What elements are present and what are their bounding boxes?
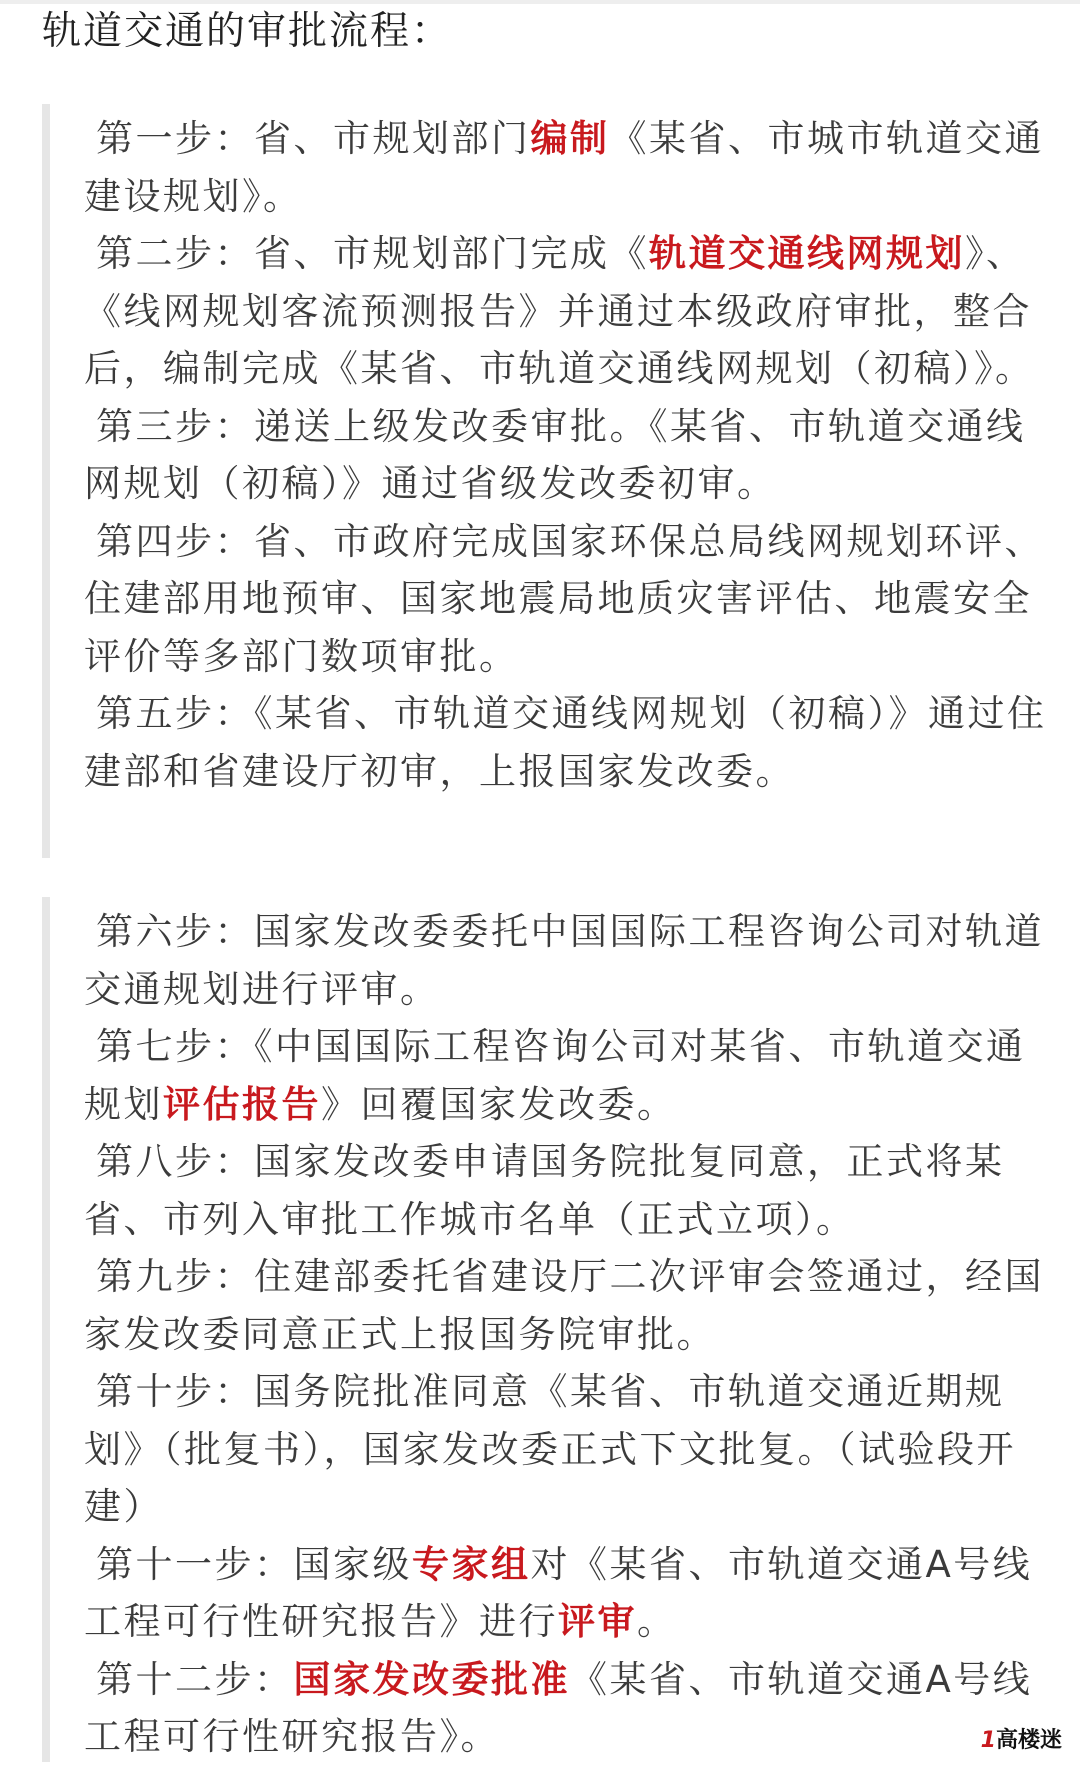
step-paragraph <box>50 1536 1050 1651</box>
step-text: 《某省、市城市轨道交通建设规划》。 <box>84 117 1044 218</box>
page-title: 轨道交通的审批流程： <box>42 9 453 54</box>
step-text: 》、《线网规划客流预测报告》并通过本级政府审批，整合后，编制完成《某省、市轨道交通线网规划（初稿）》。 <box>84 232 1035 390</box>
highlighted-text: 评估报告 <box>163 1082 321 1126</box>
step-paragraph <box>50 513 1050 686</box>
step-text: 》回覆国家发改委。 <box>321 1082 677 1126</box>
step-paragraph <box>50 1651 1050 1766</box>
highlighted-text: 国家发改委批准 <box>293 1657 570 1701</box>
quote-block-2 <box>42 897 1050 1762</box>
step-paragraph <box>50 1018 1050 1133</box>
step-paragraph <box>50 110 1050 225</box>
step-paragraph <box>50 1248 1050 1363</box>
step-paragraph <box>50 398 1050 513</box>
quote-block-1 <box>42 104 1050 858</box>
step-paragraph <box>50 903 1050 1018</box>
step-paragraph <box>50 685 1050 800</box>
step-text: 第十步：国务院批准同意《某省、市轨道交通近期规划》（批复书），国家发改委正式下文批复。（试验段开建） <box>84 1370 1016 1528</box>
step-text: 第七步：《中国国际工程咨询公司对某省、市轨道交通规划 <box>84 1025 1026 1126</box>
highlighted-text: 编制 <box>530 117 610 160</box>
step-text: 第六步：国家发改委委托中国国际工程咨询公司对轨道交通规划进行评审。 <box>84 910 1044 1011</box>
step-text: 第三步：递送上级发改委审批。《某省、市轨道交通线网规划（初稿）》通过省级发改委初审。 <box>84 404 1026 505</box>
step-text: 第二步：省、市规划部门完成《 <box>96 232 649 275</box>
step-paragraph <box>50 225 1050 398</box>
step-text: 第十二步： <box>96 1657 294 1701</box>
step-text: 第五步：《某省、市轨道交通线网规划（初稿）》通过住建部和省建设厅初审，上报国家发改委。 <box>84 692 1047 793</box>
step-text: 第一步：省、市规划部门 <box>96 117 531 160</box>
step-text: 第八步：国家发改委申请国务院批复同意，正式将某省、市列入审批工作城市名单（正式立项）。 <box>84 1140 1005 1241</box>
step-text: 《某省、市轨道交通A号线工程可行性研究报告》。 <box>84 1657 1033 1758</box>
step-text: 。 <box>637 1600 677 1643</box>
step-text: 第四步：省、市政府完成国家环保总局线网规划环评、住建部用地预审、国家地震局地质灾害评估、地震安全评价等多部门数项审批。 <box>84 519 1044 678</box>
step-text: 第十一步：国家级 <box>96 1542 412 1586</box>
highlighted-text: 评审 <box>558 1600 637 1643</box>
highlighted-text: 专家组 <box>412 1542 531 1586</box>
highlighted-text: 轨道交通线网规划 <box>649 232 965 275</box>
step-text: 第九步：住建部委托省建设厅二次评审会签通过，经国家发改委同意正式上报国务院审批。 <box>84 1255 1044 1356</box>
step-text: 对《某省、市轨道交通A号线工程可行性研究报告》进行 <box>84 1542 1033 1643</box>
step-paragraph <box>50 1133 1050 1248</box>
watermark-logo: 1高楼迷 <box>980 1728 1062 1753</box>
step-paragraph <box>50 1363 1050 1536</box>
